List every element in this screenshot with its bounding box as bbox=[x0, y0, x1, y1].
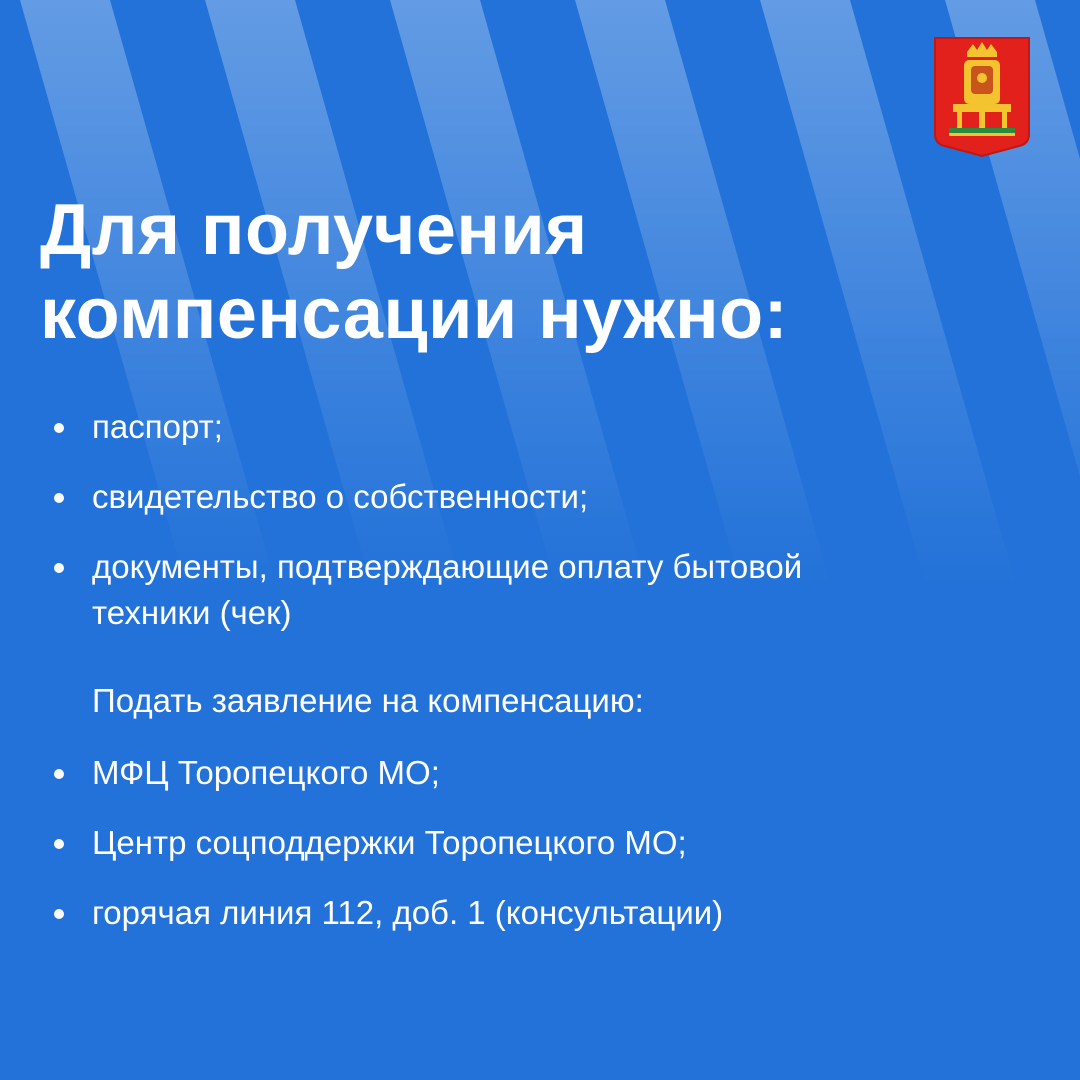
list-item-text: свидетельство о собственности; bbox=[92, 478, 589, 515]
list-item-text: горячая линия 112, доб. 1 (консультации) bbox=[92, 894, 724, 931]
tver-coat-of-arms-icon bbox=[933, 36, 1031, 158]
list-item-text: техники (чек) bbox=[92, 594, 292, 631]
bullet-icon bbox=[54, 493, 64, 503]
bullet-icon bbox=[54, 769, 64, 779]
documents-list bbox=[52, 404, 1032, 660]
list-item-text: МФЦ Торопецкого МО; bbox=[92, 754, 440, 791]
bullet-icon bbox=[54, 423, 64, 433]
bullet-icon bbox=[54, 563, 64, 573]
title-line: Для получения bbox=[40, 190, 588, 270]
list-item-text: паспорт; bbox=[92, 408, 223, 445]
bullet-icon bbox=[54, 909, 64, 919]
list-item bbox=[52, 474, 1032, 520]
list-item bbox=[52, 820, 1032, 866]
page-title bbox=[40, 188, 788, 356]
list-item bbox=[52, 890, 1032, 936]
apply-heading: Подать заявление на компенсацию: bbox=[92, 682, 644, 719]
list-item bbox=[52, 750, 1032, 796]
apply-locations-list bbox=[52, 750, 1032, 960]
list-item-text: Центр соцподдержки Торопецкого МО; bbox=[92, 824, 687, 861]
list-item bbox=[52, 404, 1032, 450]
title-line: компенсации нужно: bbox=[40, 274, 789, 354]
list-item-text: документы, подтверждающие оплату бытовой bbox=[92, 548, 803, 585]
bullet-icon bbox=[54, 839, 64, 849]
list-item bbox=[52, 544, 1032, 636]
